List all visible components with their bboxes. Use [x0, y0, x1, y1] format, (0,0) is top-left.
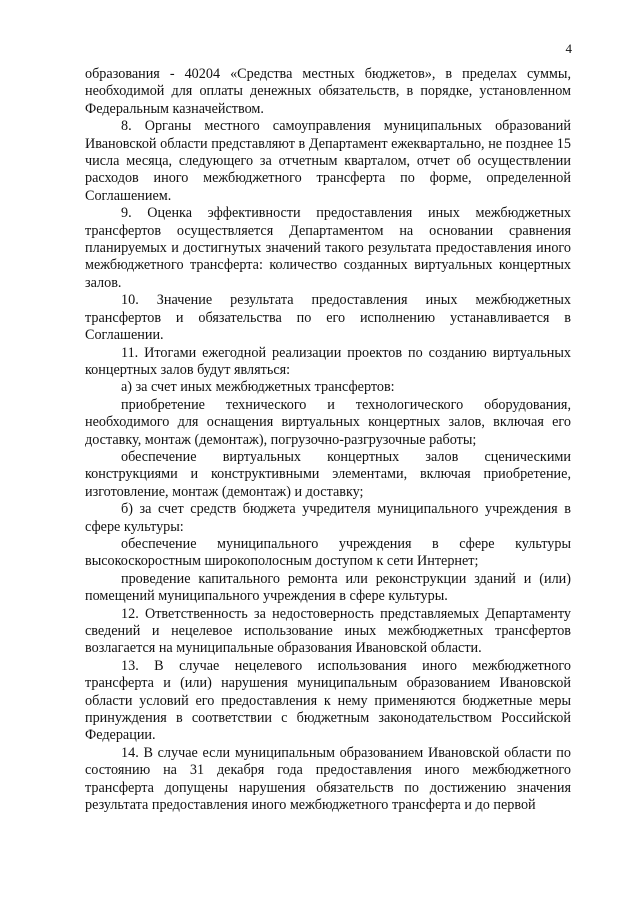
- paragraph-item-9: 9. Оценка эффективности предоставления иных межбюджетных трансфертов осуществляется Департаментом на основании сравнения планируемых и достигнутых значений такого результата предоставления иного межбюджетного трансферта: количество созданных виртуальных концертных залов.: [85, 205, 571, 291]
- paragraph-continuation: образования - 40204 «Средства местных бюджетов», в пределах суммы, необходимой для оплаты денежных обязательств, в порядке, установленном Федеральным казначейством.: [85, 66, 571, 117]
- paragraph-subitem-a: а) за счет иных межбюджетных трансфертов:: [121, 379, 395, 396]
- paragraph-item-12: 12. Ответственность за недостоверность представляемых Департаменту сведений и нецелевое использование иных межбюджетных трансфертов возлагается на муниципальные образования Ивановской области.: [85, 605, 571, 657]
- document-body: [85, 66, 571, 814]
- paragraph-internet-access: обеспечение муниципального учреждения в сфере культуры высокоскоростным широкополосным доступом к сети Интернет;: [85, 535, 571, 570]
- paragraph-subitem-b: б) за счет средств бюджета учредителя муниципального учреждения в сфере культуры:: [85, 501, 571, 535]
- paragraph-item-8: 8. Органы местного самоуправления муниципальных образований Ивановской области представляют в Департамент ежеквартально, не позднее 15 числа месяца, следующего за отчетным кварталом, отчет об осуществлении расходов иного межбюджетного трансферта по форме, определенной Соглашением.: [85, 118, 571, 204]
- paragraph-equipment: приобретение технического и технологического оборудования, необходимого для оснащения виртуальных концертных залов, включая его доставку, монтаж (демонтаж), погрузочно-разгрузочные работы;: [85, 396, 571, 448]
- paragraph-item-11: 11. Итогами ежегодной реализации проектов по созданию виртуальных концертных залов будут являться:: [85, 344, 571, 378]
- paragraph-stage-constructions: обеспечение виртуальных концертных залов сценическими конструкциями и конструктивными элементами, включая приобретение, изготовление, монтаж (демонтаж) и доставку;: [85, 448, 571, 500]
- paragraph-item-10: 10. Значение результата предоставления иных межбюджетных трансфертов и обязательства по его исполнению устанавливается в Соглашении.: [85, 292, 571, 344]
- paragraph-item-14: 14. В случае если муниципальным образованием Ивановской области по состоянию на 31 декабря года предоставления иного межбюджетного трансферта допущены нарушения обязательств по достижению значения результата предоставления иного межбюджетного трансферта и до первой: [85, 744, 571, 814]
- paragraph-item-13: 13. В случае нецелевого использования иного межбюджетного трансферта и (или) нарушения муниципальным образованием Ивановской области условий его предоставления к нему применяются бюджетные меры принуждения в соответствии с бюджетным законодательством Российской Федерации.: [85, 657, 571, 744]
- page-number: 4: [565, 41, 572, 56]
- paragraph-capital-repair: проведение капитального ремонта или реконструкции зданий и (или) помещений муниципального учреждения в сфере культуры.: [85, 570, 571, 605]
